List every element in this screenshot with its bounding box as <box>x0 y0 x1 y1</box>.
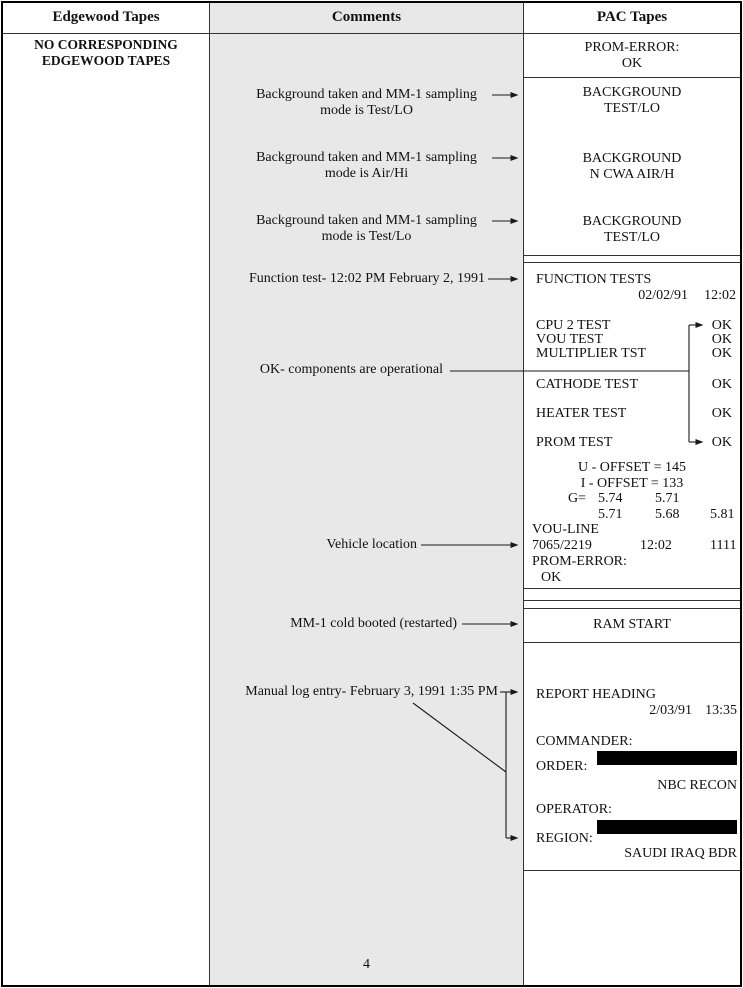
background-entry-line2: N CWA AIR/H <box>589 167 675 182</box>
background-entry-line1: BACKGROUND <box>582 214 682 229</box>
comment-ok-components: OK- components are operational <box>259 362 443 377</box>
vou-line-time: 12:02 <box>640 538 672 553</box>
test-result: OK <box>711 377 732 392</box>
vou-line-coords: 7065/2219 <box>532 538 592 553</box>
prom-error-line1: PROM-ERROR: <box>584 40 680 55</box>
function-tests-time: 12:02 <box>704 288 736 303</box>
comment-background-test-lo-line1: Background taken and MM-1 sampling <box>256 87 477 102</box>
u-offset-value: U - OFFSET = 145 <box>578 460 686 475</box>
function-tests-title: FUNCTION TESTS <box>536 272 652 287</box>
page-border <box>1 1 742 987</box>
g-label: G= <box>568 491 587 506</box>
g-value: 5.68 <box>655 507 680 522</box>
header-pac-tapes: PAC Tapes <box>596 9 668 25</box>
comment-manual-log-entry: Manual log entry- February 3, 1991 1:35 PM <box>245 684 498 699</box>
order-value: NBC RECON <box>657 778 737 793</box>
region-label: REGION: <box>536 831 593 846</box>
background-entry-line1: BACKGROUND <box>582 151 682 166</box>
vou-line-label: VOU-LINE <box>532 522 599 537</box>
prom-error-line2: OK <box>621 56 643 71</box>
prom-error-value: OK <box>541 570 562 585</box>
pac-box-line <box>524 588 740 589</box>
comment-background-air-hi-line2: mode is Air/Hi <box>324 166 409 181</box>
pac-box-line <box>524 870 740 871</box>
pac-box-line <box>524 255 740 256</box>
g-value: 5.81 <box>710 507 735 522</box>
order-label: ORDER: <box>536 759 588 774</box>
commander-label: COMMANDER: <box>536 734 633 749</box>
function-tests-date: 02/02/91 <box>638 288 688 303</box>
comment-vehicle-location: Vehicle location <box>326 537 417 552</box>
pac-box-line <box>524 608 740 609</box>
g-value: 5.74 <box>598 491 623 506</box>
pac-box-line <box>524 600 740 601</box>
edgewood-note-line2: EDGEWOOD TAPES <box>41 53 171 68</box>
background-entry-line1: BACKGROUND <box>582 85 682 100</box>
test-result: OK <box>711 406 732 421</box>
header-edgewood-tapes: Edgewood Tapes <box>52 9 160 25</box>
test-result: OK <box>711 435 732 450</box>
header-comments: Comments <box>331 9 402 25</box>
test-name: CPU 2 TEST <box>536 318 611 333</box>
report-date: 2/03/91 <box>649 703 692 718</box>
pac-box-line <box>524 262 740 263</box>
g-value: 5.71 <box>598 507 623 522</box>
operator-label: OPERATOR: <box>536 802 612 817</box>
prom-error-label: PROM-ERROR: <box>532 554 627 569</box>
comment-background-air-hi-line1: Background taken and MM-1 sampling <box>256 150 477 165</box>
g-value: 5.71 <box>655 491 680 506</box>
comment-cold-booted: MM-1 cold booted (restarted) <box>290 616 457 631</box>
pac-box-line <box>524 642 740 643</box>
comment-background-test-lo-line2: mode is Test/LO <box>320 103 413 118</box>
vou-line-code: 1111 <box>710 538 737 553</box>
region-value: SAUDI IRAQ BDR <box>624 846 737 861</box>
test-name: HEATER TEST <box>536 406 627 421</box>
test-name: PROM TEST <box>536 435 613 450</box>
edgewood-note-line1: NO CORRESPONDING <box>34 37 178 52</box>
test-result: OK <box>711 346 732 361</box>
report-time: 13:35 <box>705 703 737 718</box>
page-number: 4 <box>363 957 370 972</box>
test-result: OK <box>711 332 732 347</box>
redaction-bar-commander <box>597 751 737 765</box>
comment-function-test: Function test- 12:02 PM February 2, 1991 <box>248 271 485 286</box>
ram-start-text: RAM START <box>593 617 671 632</box>
comment-background-test-lo2-line1: Background taken and MM-1 sampling <box>256 213 477 228</box>
report-heading-title: REPORT HEADING <box>536 687 656 702</box>
background-entry-line2: TEST/LO <box>604 230 660 245</box>
test-result: OK <box>711 318 732 333</box>
test-name: VOU TEST <box>536 332 604 347</box>
pac-box-line <box>524 77 740 78</box>
test-name: CATHODE TEST <box>536 377 639 392</box>
header-divider-line <box>3 33 740 34</box>
comment-background-test-lo2-line2: mode is Test/Lo <box>321 229 412 244</box>
column-divider-left <box>209 3 210 985</box>
test-name: MULTIPLIER TST <box>536 346 647 361</box>
i-offset-value: I - OFFSET = 133 <box>580 476 684 491</box>
redaction-bar-operator <box>597 820 737 834</box>
background-entry-line2: TEST/LO <box>604 101 660 116</box>
